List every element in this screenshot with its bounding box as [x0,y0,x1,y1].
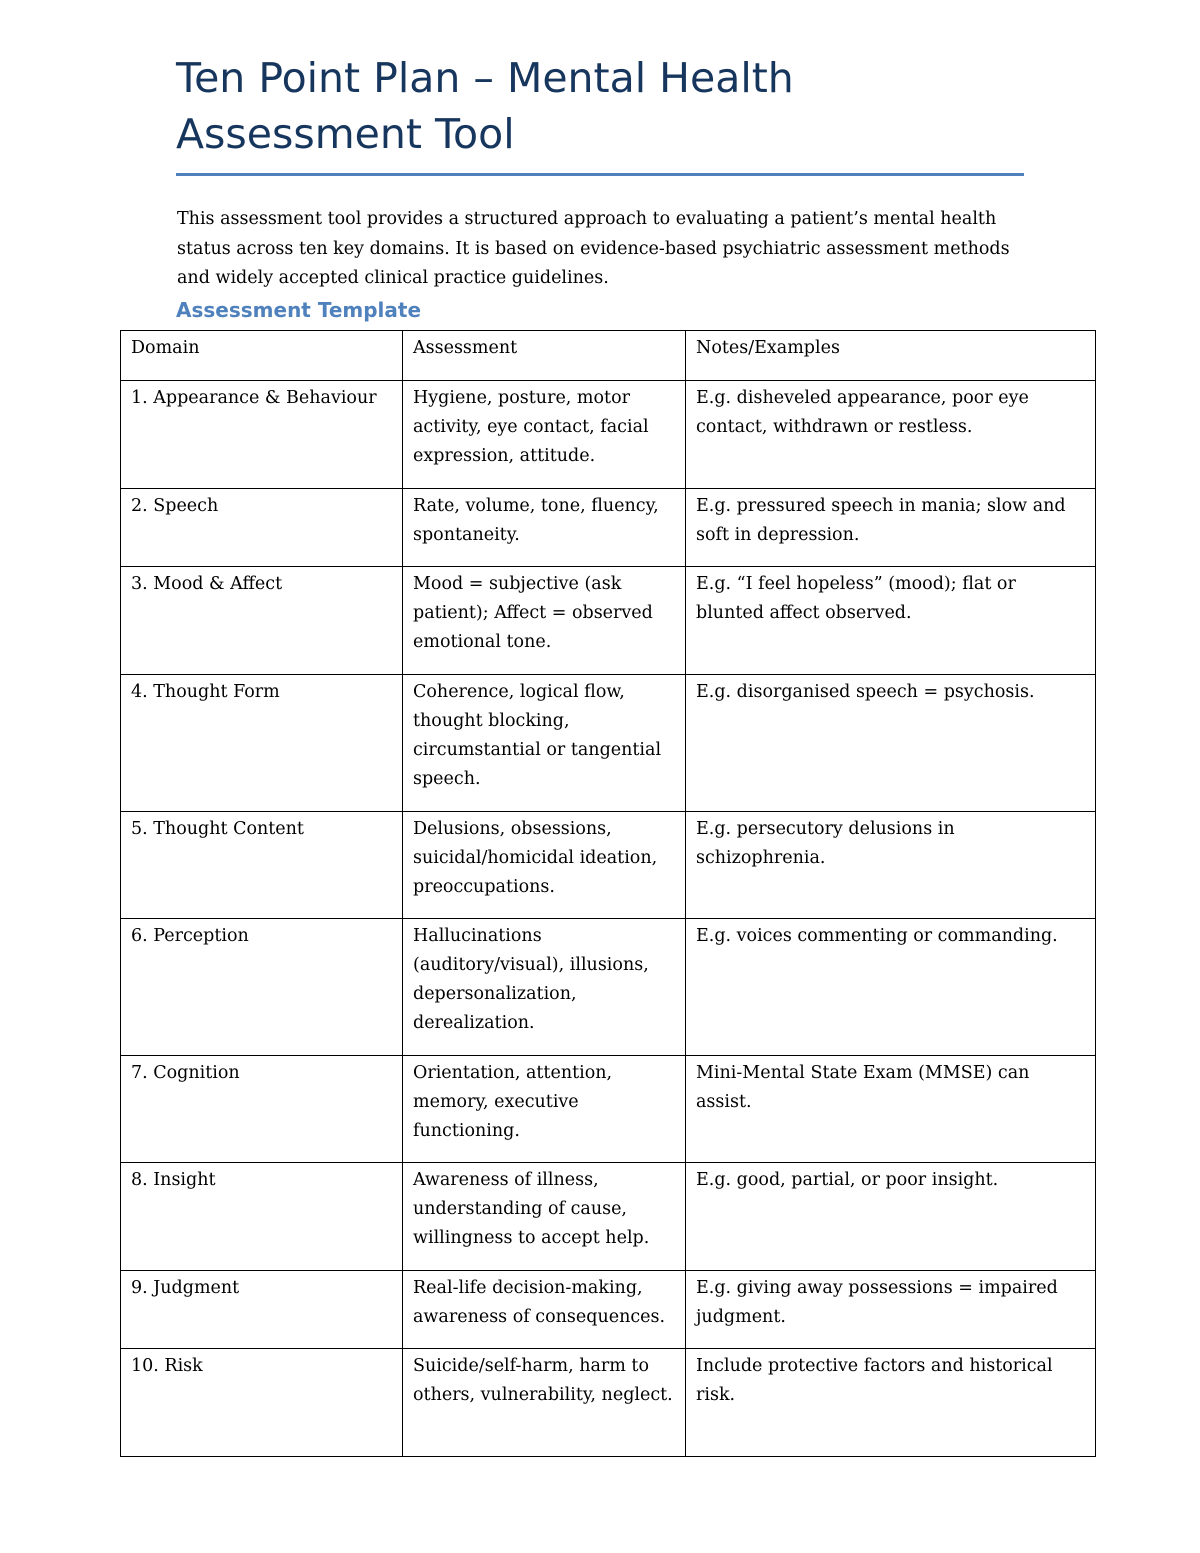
domain-cell: 9. Judgment [121,1271,403,1349]
domain-cell: 4. Thought Form [121,675,403,812]
table-row [121,919,1096,1056]
assessment-table-container [120,330,1096,1457]
table-header-row [121,331,1096,381]
table-row [121,381,1096,489]
notes-cell: E.g. disheveled appearance, poor eye contact, withdrawn or restless. [686,381,1096,489]
domain-cell: 10. Risk [121,1349,403,1457]
notes-cell: E.g. good, partial, or poor insight. [686,1163,1096,1271]
column-header-assessment: Assessment [403,331,686,381]
table-row [121,812,1096,919]
domain-cell: 2. Speech [121,489,403,567]
domain-cell: 8. Insight [121,1163,403,1271]
title-underline-divider [176,173,1024,176]
assessment-cell: Hygiene, posture, motor activity, eye contact, facial expression, attitude. [403,381,686,489]
notes-cell: E.g. voices commenting or commanding. [686,919,1096,1056]
domain-cell: 3. Mood & Affect [121,567,403,675]
table-row [121,1271,1096,1349]
intro-paragraph: This assessment tool provides a structured approach to evaluating a patient’s mental health status across ten key domains. It is based on evidence-based psychiatric assessment methods and widely accepted clinical practice guidelines. [177,209,1010,288]
notes-cell: E.g. giving away possessions = impaired judgment. [686,1271,1096,1349]
assessment-cell: Mood = subjective (ask patient); Affect = observed emotional tone. [403,567,686,675]
table-row [121,489,1096,567]
assessment-cell: Coherence, logical flow, thought blocking, circumstantial or tangential speech. [403,675,686,812]
notes-cell: E.g. “I feel hopeless” (mood); flat or blunted affect observed. [686,567,1096,675]
column-header-notes: Notes/Examples [686,331,1096,381]
notes-cell: E.g. persecutory delusions in schizophrenia. [686,812,1096,919]
table-row [121,675,1096,812]
page-title: Ten Point Plan – Mental Health Assessment Tool [176,54,794,158]
domain-cell: 1. Appearance & Behaviour [121,381,403,489]
table-row [121,1163,1096,1271]
domain-cell: 6. Perception [121,919,403,1056]
column-header-domain: Domain [121,331,403,381]
assessment-table [120,330,1096,1457]
assessment-cell: Delusions, obsessions, suicidal/homicidal ideation, preoccupations. [403,812,686,919]
assessment-cell: Suicide/self-harm, harm to others, vulnerability, neglect. [403,1349,686,1457]
domain-cell: 7. Cognition [121,1056,403,1163]
assessment-cell: Orientation, attention, memory, executive functioning. [403,1056,686,1163]
assessment-cell: Rate, volume, tone, fluency, spontaneity. [403,489,686,567]
table-row [121,567,1096,675]
notes-cell: Mini-Mental State Exam (MMSE) can assist. [686,1056,1096,1163]
notes-cell: E.g. pressured speech in mania; slow and soft in depression. [686,489,1096,567]
assessment-cell: Awareness of illness, understanding of cause, willingness to accept help. [403,1163,686,1271]
domain-cell: 5. Thought Content [121,812,403,919]
table-row [121,1056,1096,1163]
assessment-cell: Hallucinations (auditory/visual), illusions, depersonalization, derealization. [403,919,686,1056]
notes-cell: Include protective factors and historical risk. [686,1349,1096,1457]
assessment-cell: Real-life decision-making, awareness of consequences. [403,1271,686,1349]
section-heading: Assessment Template [176,298,422,322]
table-row [121,1349,1096,1457]
notes-cell: E.g. disorganised speech = psychosis. [686,675,1096,812]
